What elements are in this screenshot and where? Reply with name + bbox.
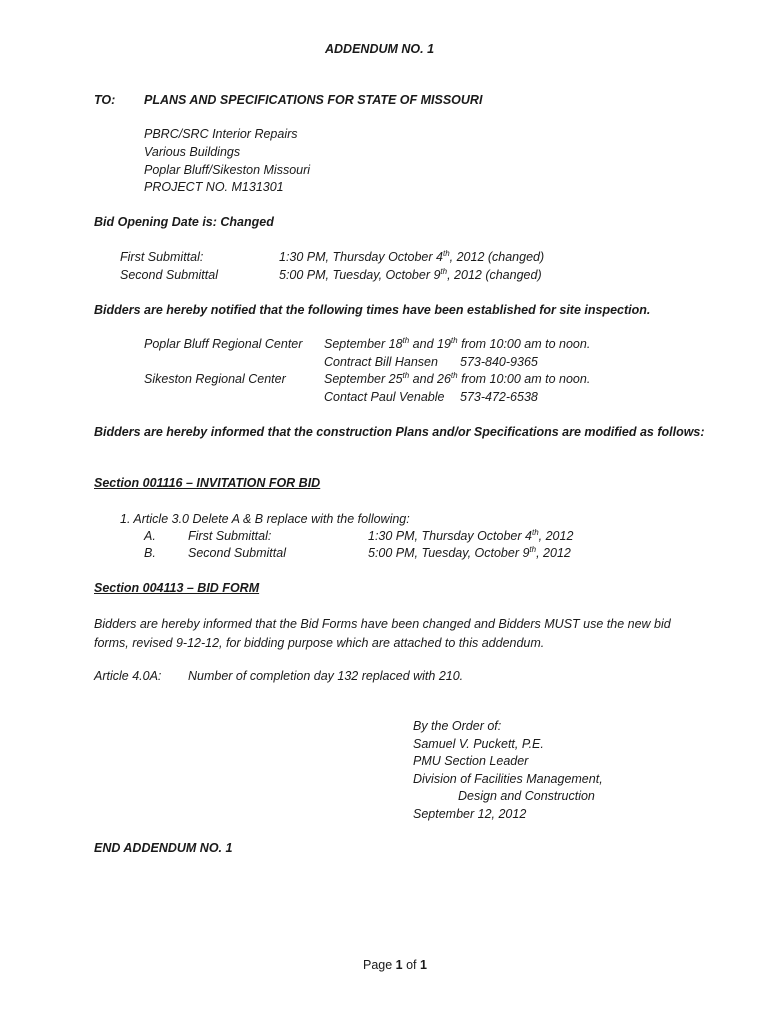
site-phone: 573-840-9365 (460, 355, 538, 369)
item-date: 1:30 PM, Thursday October 4th, 2012 (368, 528, 574, 543)
article-text: Number of completion day 132 replaced with 210. (188, 669, 464, 683)
to-label: TO: (94, 93, 116, 107)
signature-line: Samuel V. Puckett, P.E. (413, 737, 544, 751)
item-date: 5:00 PM, Tuesday, October 9th, 2012 (368, 545, 571, 560)
signature-line: PMU Section Leader (413, 754, 529, 768)
first-submittal-date: 1:30 PM, Thursday October 4th, 2012 (changed) (279, 249, 545, 264)
bid-opening-heading: Bid Opening Date is: Changed (94, 215, 274, 229)
signature-date: September 12, 2012 (413, 807, 527, 821)
site-contact: Contract Bill Hansen (324, 355, 438, 369)
site-name: Poplar Bluff Regional Center (144, 337, 303, 351)
article-item: 1. Article 3.0 Delete A & B replace with the following: (120, 512, 410, 526)
signature-line: By the Order of: (413, 719, 502, 733)
section-heading: Section 001116 – INVITATION FOR BID (94, 476, 321, 490)
page-footer: Page 1 of 1 (363, 958, 427, 972)
inspection-heading: Bidders are hereby notified that the following times have been established for site inspection. (94, 303, 651, 317)
bid-form-paragraph: Bidders are hereby informed that the Bid Forms have been changed and Bidders MUST use the new bid forms, revised 9-12-12, for bidding purpose which are attached to this addendum. (94, 617, 671, 650)
article-label: Article 4.0A: (94, 669, 162, 683)
site-dates: September 18th and 19th from 10:00 am to noon. (324, 336, 591, 351)
signature-line: Design and Construction (458, 789, 595, 803)
site-phone: 573-472-6538 (460, 390, 538, 404)
project-line: PBRC/SRC Interior Repairs (144, 127, 298, 141)
first-submittal-label: First Submittal: (120, 250, 204, 264)
end-addendum: END ADDENDUM NO. 1 (94, 841, 233, 855)
project-line: Poplar Bluff/Sikeston Missouri (144, 163, 311, 177)
site-dates: September 25th and 26th from 10:00 am to noon. (324, 371, 591, 386)
item-label: A. (144, 529, 156, 543)
signature-line: Division of Facilities Management, (413, 772, 603, 786)
site-name: Sikeston Regional Center (144, 372, 286, 386)
addendum-title: ADDENDUM NO. 1 (325, 42, 435, 56)
project-line: Various Buildings (144, 145, 241, 159)
second-submittal-label: Second Submittal (120, 268, 218, 282)
project-number: PROJECT NO. M131301 (144, 180, 284, 194)
to-recipient: PLANS AND SPECIFICATIONS FOR STATE OF MISSOURI (144, 93, 483, 107)
section-heading: Section 004113 – BID FORM (94, 581, 260, 595)
modified-heading: Bidders are hereby informed that the construction Plans and/or Specifications are modified as follows: (94, 425, 705, 439)
second-submittal-date: 5:00 PM, Tuesday, October 9th, 2012 (changed) (279, 267, 542, 282)
item-name: Second Submittal (188, 546, 286, 560)
item-name: First Submittal: (188, 529, 272, 543)
site-contact: Contact Paul Venable (324, 390, 445, 404)
item-label: B. (144, 546, 156, 560)
